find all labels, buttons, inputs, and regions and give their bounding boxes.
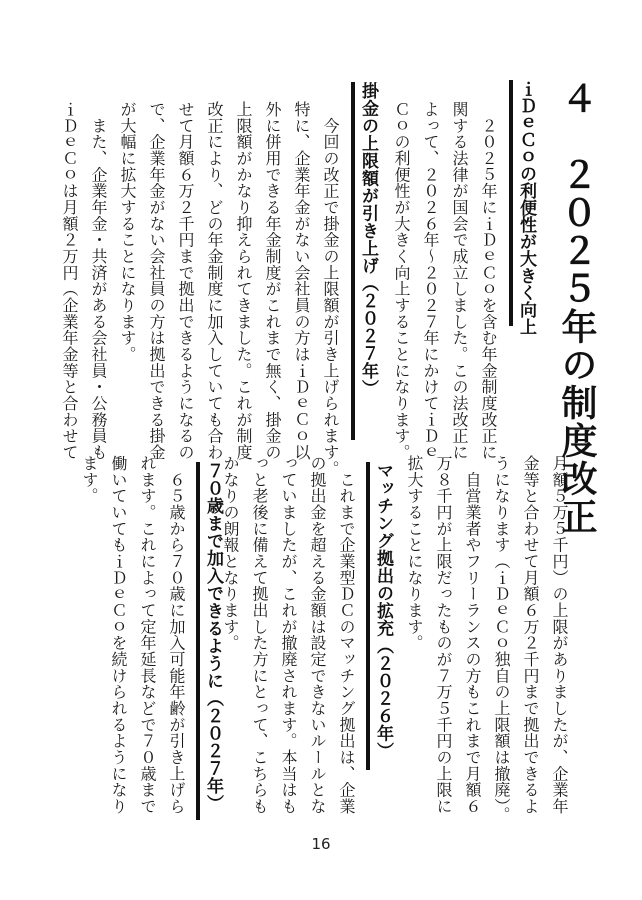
section-subtitle: ｉＤｅＣｏの利便性が大きく向上	[516, 80, 536, 335]
section-a-line-8: が大幅に拡大することになります。	[118, 101, 137, 363]
intro-line-4: Ｃｏの利便性が大きく向上することになります。	[392, 101, 411, 461]
section-c-line-2: れます。これによって定年延長などで７０歳まで	[138, 455, 157, 815]
heading-rule-c	[196, 462, 200, 820]
section-a-line-10: ｉＤｅＣｏは月額２万円（企業年金等と合わせて	[60, 101, 79, 461]
heading-contribution-limit: 掛金の上限額が引き上げ（２０２７年）	[358, 82, 378, 397]
continued-line-3: うになります（ｉＤｅＣｏ独自の上限額は撤廃）。	[492, 455, 511, 823]
section-b-line-3: っていましたが、これが撤廃されます。本当はも	[279, 455, 298, 815]
page-number: 16	[311, 835, 331, 853]
intro-line-3: よって、２０２６年～２０２７年にかけてｉＤｅ	[421, 101, 440, 461]
section-c-line-3: 働いていてもｉＤｅＣｏを続けられるようになり	[109, 455, 128, 815]
section-a-line-9: また、企業年金・共済がある会社員・公務員も	[89, 101, 108, 461]
continued-line-1: 月額５万５千円）の上限がありましたが、企業年	[550, 455, 569, 815]
heading-rule-a	[351, 82, 355, 440]
subtitle-rule	[509, 80, 513, 326]
section-a-line-5: 改正により、どの年金制度に加入していても合わ	[205, 101, 224, 461]
section-a-line-6: せて月額６万２千円まで拠出できるようになるの	[176, 101, 195, 461]
section-b-line-4: っと老後に備えて拠出した方にとって、こちらも	[250, 455, 269, 815]
intro-line-2: 関する法律が国会で成立しました。この法改正に	[450, 101, 469, 461]
section-a-line-3: 外に併用できる年金制度がこれまで無く、掛金の	[263, 101, 282, 461]
section-c-line-1: ６５歳から７０歳に加入可能年齢が引き上げら	[167, 455, 186, 815]
section-a-line-7: で、企業年金がない会社員の方は拠出できる掛金	[147, 101, 166, 461]
continued-line-5: 万８千円が上限だったものが７万５千円の上限に	[434, 455, 453, 815]
heading-rule-b	[366, 462, 370, 770]
heading-age-extension: ７０歳まで加入できるように（２０２７年）	[203, 462, 223, 812]
section-a-line-2: 特に、企業年金がない会社員の方はｉＤｅＣｏ以	[292, 101, 311, 461]
section-a-line-4: 上限額がかなり抑えられてきました。これが制度	[234, 101, 253, 461]
intro-line-1: ２０２５年にｉＤｅＣｏを含む年金制度改正に	[479, 101, 498, 461]
section-title: ４ ２０２５年の制度改正	[556, 80, 597, 536]
section-b-line-1: これまで企業型ＤＣのマッチング拠出は、企業	[337, 455, 356, 815]
section-b-line-2: の拠出金を超える金額は設定できないルールとな	[308, 455, 327, 815]
section-c-line-4: ます。	[80, 455, 99, 504]
continued-line-6: 拡大することになります。	[405, 455, 424, 651]
section-a-line-1: 今回の改正で掛金の上限額が引き上げられます。	[321, 101, 340, 477]
continued-line-2: 金等と合わせて月額６万２千円まで拠出できるよ	[521, 455, 540, 815]
continued-line-4: 自営業者やフリーランスの方もこれまで月額６	[463, 455, 482, 815]
heading-matching-contribution: マッチング拠出の拡充（２０２６年）	[373, 462, 393, 760]
section-b-line-5: かなりの朗報となります。	[221, 455, 240, 651]
